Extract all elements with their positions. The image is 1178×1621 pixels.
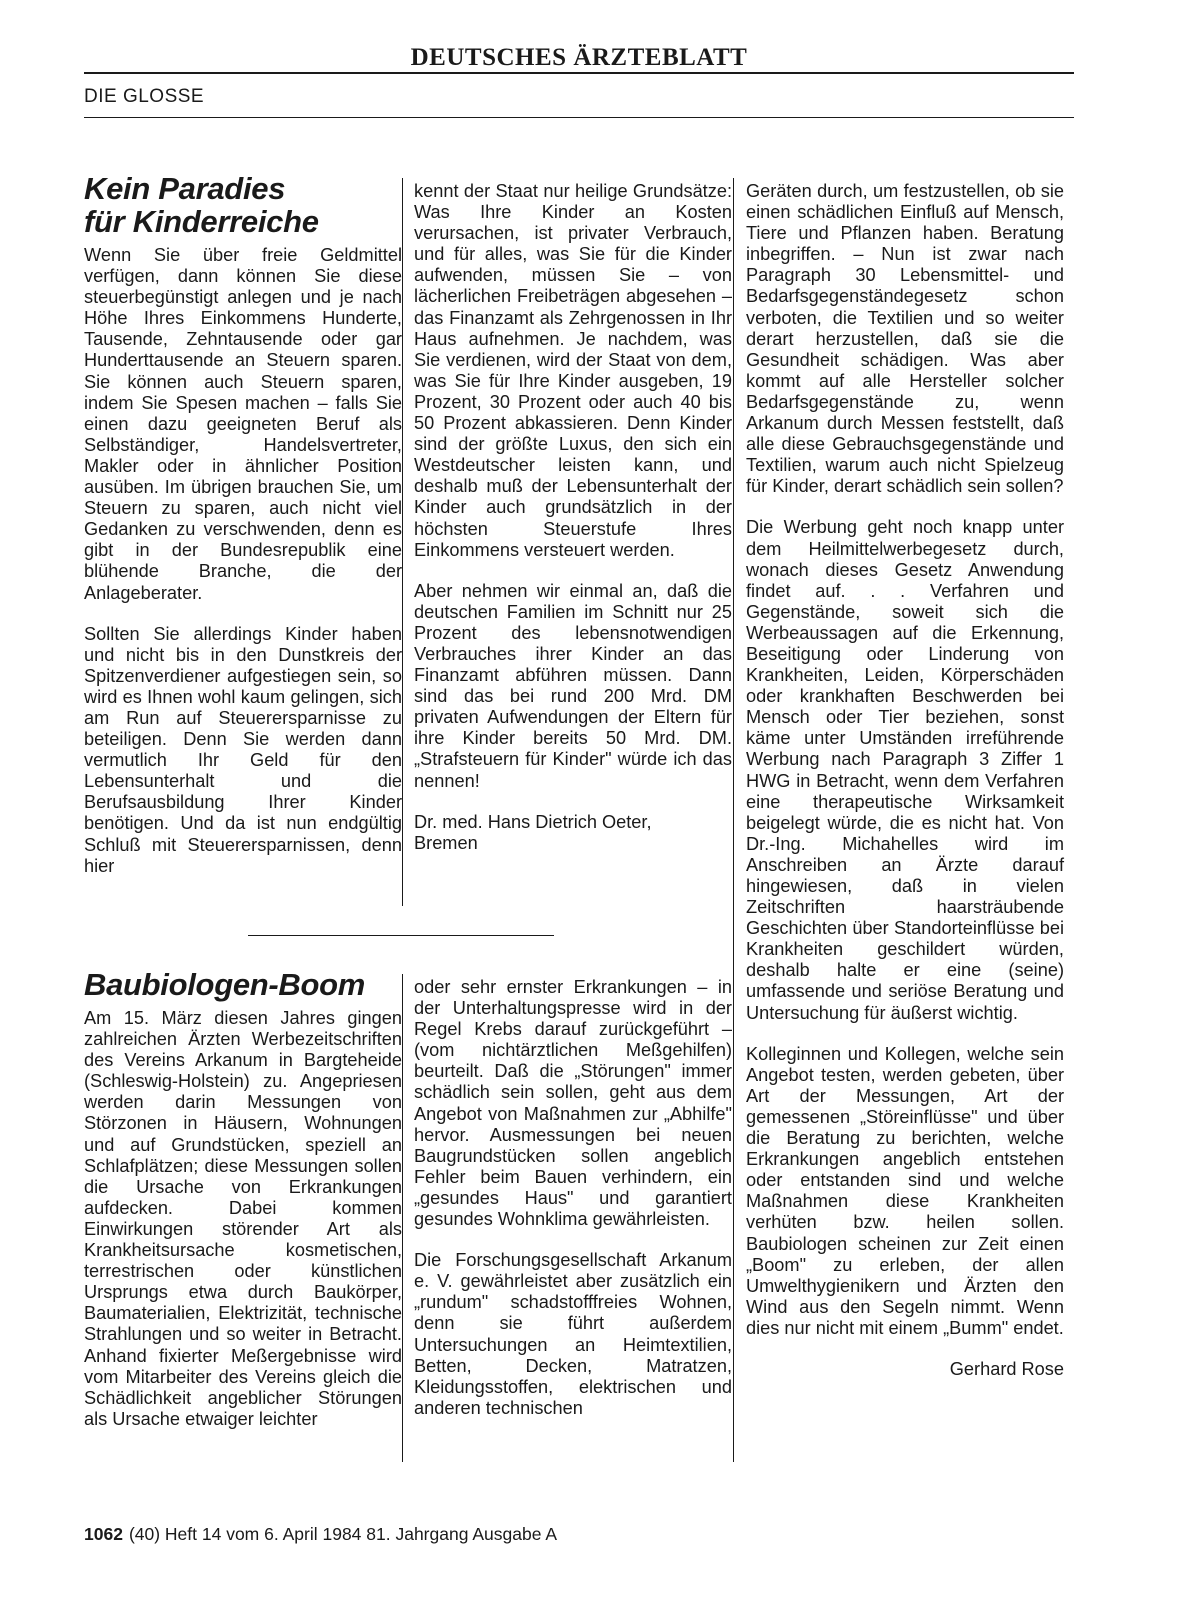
paragraph: Die Forschungsgesellschaft Arkanum e. V. gewährleistet aber zusätzlich ein „rundum" schadstofffreies Wohnen, denn sie führt außerdem Untersuchungen an Heimtextilien, Betten, Decken, Matratzen, Kleidungsstoffen, elektrischen und anderen technischen <box>414 1250 732 1418</box>
page-footer <box>84 1524 557 1545</box>
paragraph: kennt der Staat nur heilige Grundsätze: Was Ihre Kinder an Kosten verursachen, ist privater Verbrauch, und für alles, was Sie für die Kinder aufwenden, müssen Sie – von lächerlichen Freibeträgen abgesehen – das Finanzamt als Zehrgenossen in Ihr Haus aufnehmen. Je nachdem, was Sie verdienen, wird der Staat von dem, was Sie für Ihre Kinder ausgeben, 19 Prozent, 30 Prozent oder auch 40 bis 50 Prozent abkassieren. Denn Kinder sind der größte Luxus, den sich ein Westdeutscher leisten kann, und deshalb muß der Lebensunterhalt der Kinder auch grundsätzlich in der höchsten Steuerstufe Ihres Einkommens versteuert werden. <box>414 181 732 560</box>
paragraph: Die Werbung geht noch knapp unter dem Heilmittelwerbegesetz durch, wonach dieses Gesetz Anwendung findet auf. . . Verfahren und Gegenstände, soweit sich die Werbeaussagen auf die Erkennung, Beseitigung oder Linderung von Krankheiten, Leiden, Körperschäden oder krankhaften Beschwerden bei Mensch oder Tier beziehen, sonst käme unter Umständen irreführende Werbung nach Paragraph 3 Ziffer 1 HWG in Betracht, wenn dem Verfahren eine therapeutische Wirksamkeit beigelegt würde, die es nicht hat. Von Dr.-Ing. Michahelles wird im Anschreiben an Ärzte darauf hingewiesen, daß in vielen Zeitschriften haarsträubende Geschichten über Standorteinflüsse bei Krankheiten geschildert würden, deshalb halte er eine (seine) umfassende und seriöse Beratung und Untersuchung für äußerst wichtig. <box>746 517 1064 1023</box>
article1-author-city: Bremen <box>414 832 478 853</box>
column-divider <box>402 178 403 906</box>
article-separator <box>248 935 554 936</box>
issue-info: (40) Heft 14 vom 6. April 1984 81. Jahrgang Ausgabe A <box>128 1524 557 1544</box>
article1-column-2 <box>414 181 732 854</box>
paragraph: Aber nehmen wir einmal an, daß die deutschen Familien im Schnitt nur 25 Prozent des lebensnotwendigen Verbrauches ihrer Kinder an das Finanzamt abführen müssen. Dann sind das bei rund 200 Mrd. DM privaten Aufwendungen der Eltern für ihre Kinder bereits 50 Mrd. DM. „Strafsteuern für Kinder" würde ich das nennen! <box>414 580 732 791</box>
article1-column-1 <box>84 172 402 877</box>
column-divider <box>733 178 734 1462</box>
article1-author <box>414 812 732 854</box>
article2-column-2 <box>414 977 732 1419</box>
paragraph: Sollten Sie allerdings Kinder haben und nicht bis in den Dunstkreis der Spitzenverdiener aufgestiegen sein, so wird es Ihnen wohl kaum gelingen, sich am Run auf Steuerersparnisse zu beteiligen. Denn Sie werden dann vermutlich Ihr Geld für den Lebensunterhalt und die Berufsausbildung Ihrer Kinder benötigen. Und da ist nun endgültig Schluß mit Steuerersparnissen, denn hier <box>84 623 402 876</box>
article1-author-name: Dr. med. Hans Dietrich Oeter, <box>414 811 652 832</box>
article1-title-line1: Kein Paradies <box>84 171 286 206</box>
masthead: DEUTSCHES ÄRZTEBLATT <box>84 44 1074 74</box>
article1-title <box>84 172 402 238</box>
article2-title: Baubiologen-Boom <box>84 967 366 1002</box>
paragraph: Geräten durch, um festzustellen, ob sie einen schädlichen Einfluß auf Mensch, Tiere und Pflanzen haben. Beratung inbegriffen. – Nun ist zwar nach Paragraph 30 Lebensmittel- und Bedarfsgegenständegesetz schon verboten, die Textilien und so weiter derart herzustellen, daß sie die Gesundheit schädigen. Was aber kommt auf alle Hersteller solcher Bedarfsgegenstände zu, wenn Arkanum durch Messen feststellt, daß alle diese Gebrauchsgegenstände und Textilien, warum auch nicht Spielzeug für Kinder, derart schädlich sein sollen? <box>746 181 1064 497</box>
page-number: 1062 <box>84 1524 123 1544</box>
article2-column-1 <box>84 968 402 1430</box>
section-rule <box>84 117 1074 118</box>
article2-column-3 <box>746 181 1064 1380</box>
paragraph: Wenn Sie über freie Geldmittel verfügen, dann können Sie diese steuerbegünstigt anlegen und je nach Höhe Ihres Einkommens Hunderte, Tausende, Zehntausende oder gar Hunderttausende an Steuern sparen. Sie können auch Steuern sparen, indem Sie Spesen machen – falls Sie einen dazu geeigneten Beruf als Selbständiger, Handelsvertreter, Makler oder in ähnlicher Position ausüben. Im übrigen brauchen Sie, um Steuern zu sparen, auch nicht viel Gedanken zu verschwenden, denn es gibt in der Bundesrepublik eine blühende Branche, die der Anlageberater. <box>84 245 402 603</box>
paragraph: Kolleginnen und Kollegen, welche sein Angebot testen, werden gebeten, über Art der Messungen, Art der gemessenen „Störeinflüsse" und über die Beratung zu berichten, welche Erkrankungen angeblich entstehen oder entstanden sind und welche Maßnahmen diese Krankheiten verhüten bzw. heilen sollen. Baubiologen scheinen zur Zeit einen „Boom" zu erleben, der allen Umwelthygienikern und Ärzten den Wind aus den Segeln nimmt. Wenn dies nur nicht mit einem „Bumm" endet. <box>746 1043 1064 1338</box>
article1-title-line2: für Kinderreiche <box>84 204 319 239</box>
paragraph: Am 15. März diesen Jahres gingen zahlreichen Ärzten Werbezeitschriften des Vereins Arkanum in Bargteheide (Schleswig-Holstein) zu. Angepriesen werden darin Messungen von Störzonen in Häusern, Wohnungen und auf Grundstücken, speziell an Schlafplätzen; diese Messungen sollen die Ursache von Erkrankungen aufdecken. Dabei kommen Einwirkungen störender Art als Krankheitsursache kosmetischen, terrestrischen oder künstlichen Ursprungs etwa durch Baukörper, Baumaterialien, Elektrizität, technische Strahlungen und so weiter in Betracht. Anhand fixierter Meßergebnisse wird vom Mitarbeiter des Vereins gleich die Schädlichkeit angeblicher Störungen als Ursache etwaiger leichter <box>84 1008 402 1429</box>
article2-author: Gerhard Rose <box>949 1358 1064 1379</box>
paragraph: oder sehr ernster Erkrankungen – in der Unterhaltungspresse wird in der Regel Krebs darauf zurückgeführt – (vom nichtärztlichen Meßgehilfen) beurteilt. Daß die „Störungen" immer schädlich sein sollen, geht aus dem Angebot von Maßnahmen zur „Abhilfe" hervor. Ausmessungen bei neuen Baugrundstücken sollen angeblich Fehler beim Bauen verhindern, ein „gesundes Haus" und garantiert gesundes Wohnklima gewährleisten. <box>414 977 732 1230</box>
column-divider <box>402 974 403 1462</box>
section-label: DIE GLOSSE <box>84 86 205 107</box>
